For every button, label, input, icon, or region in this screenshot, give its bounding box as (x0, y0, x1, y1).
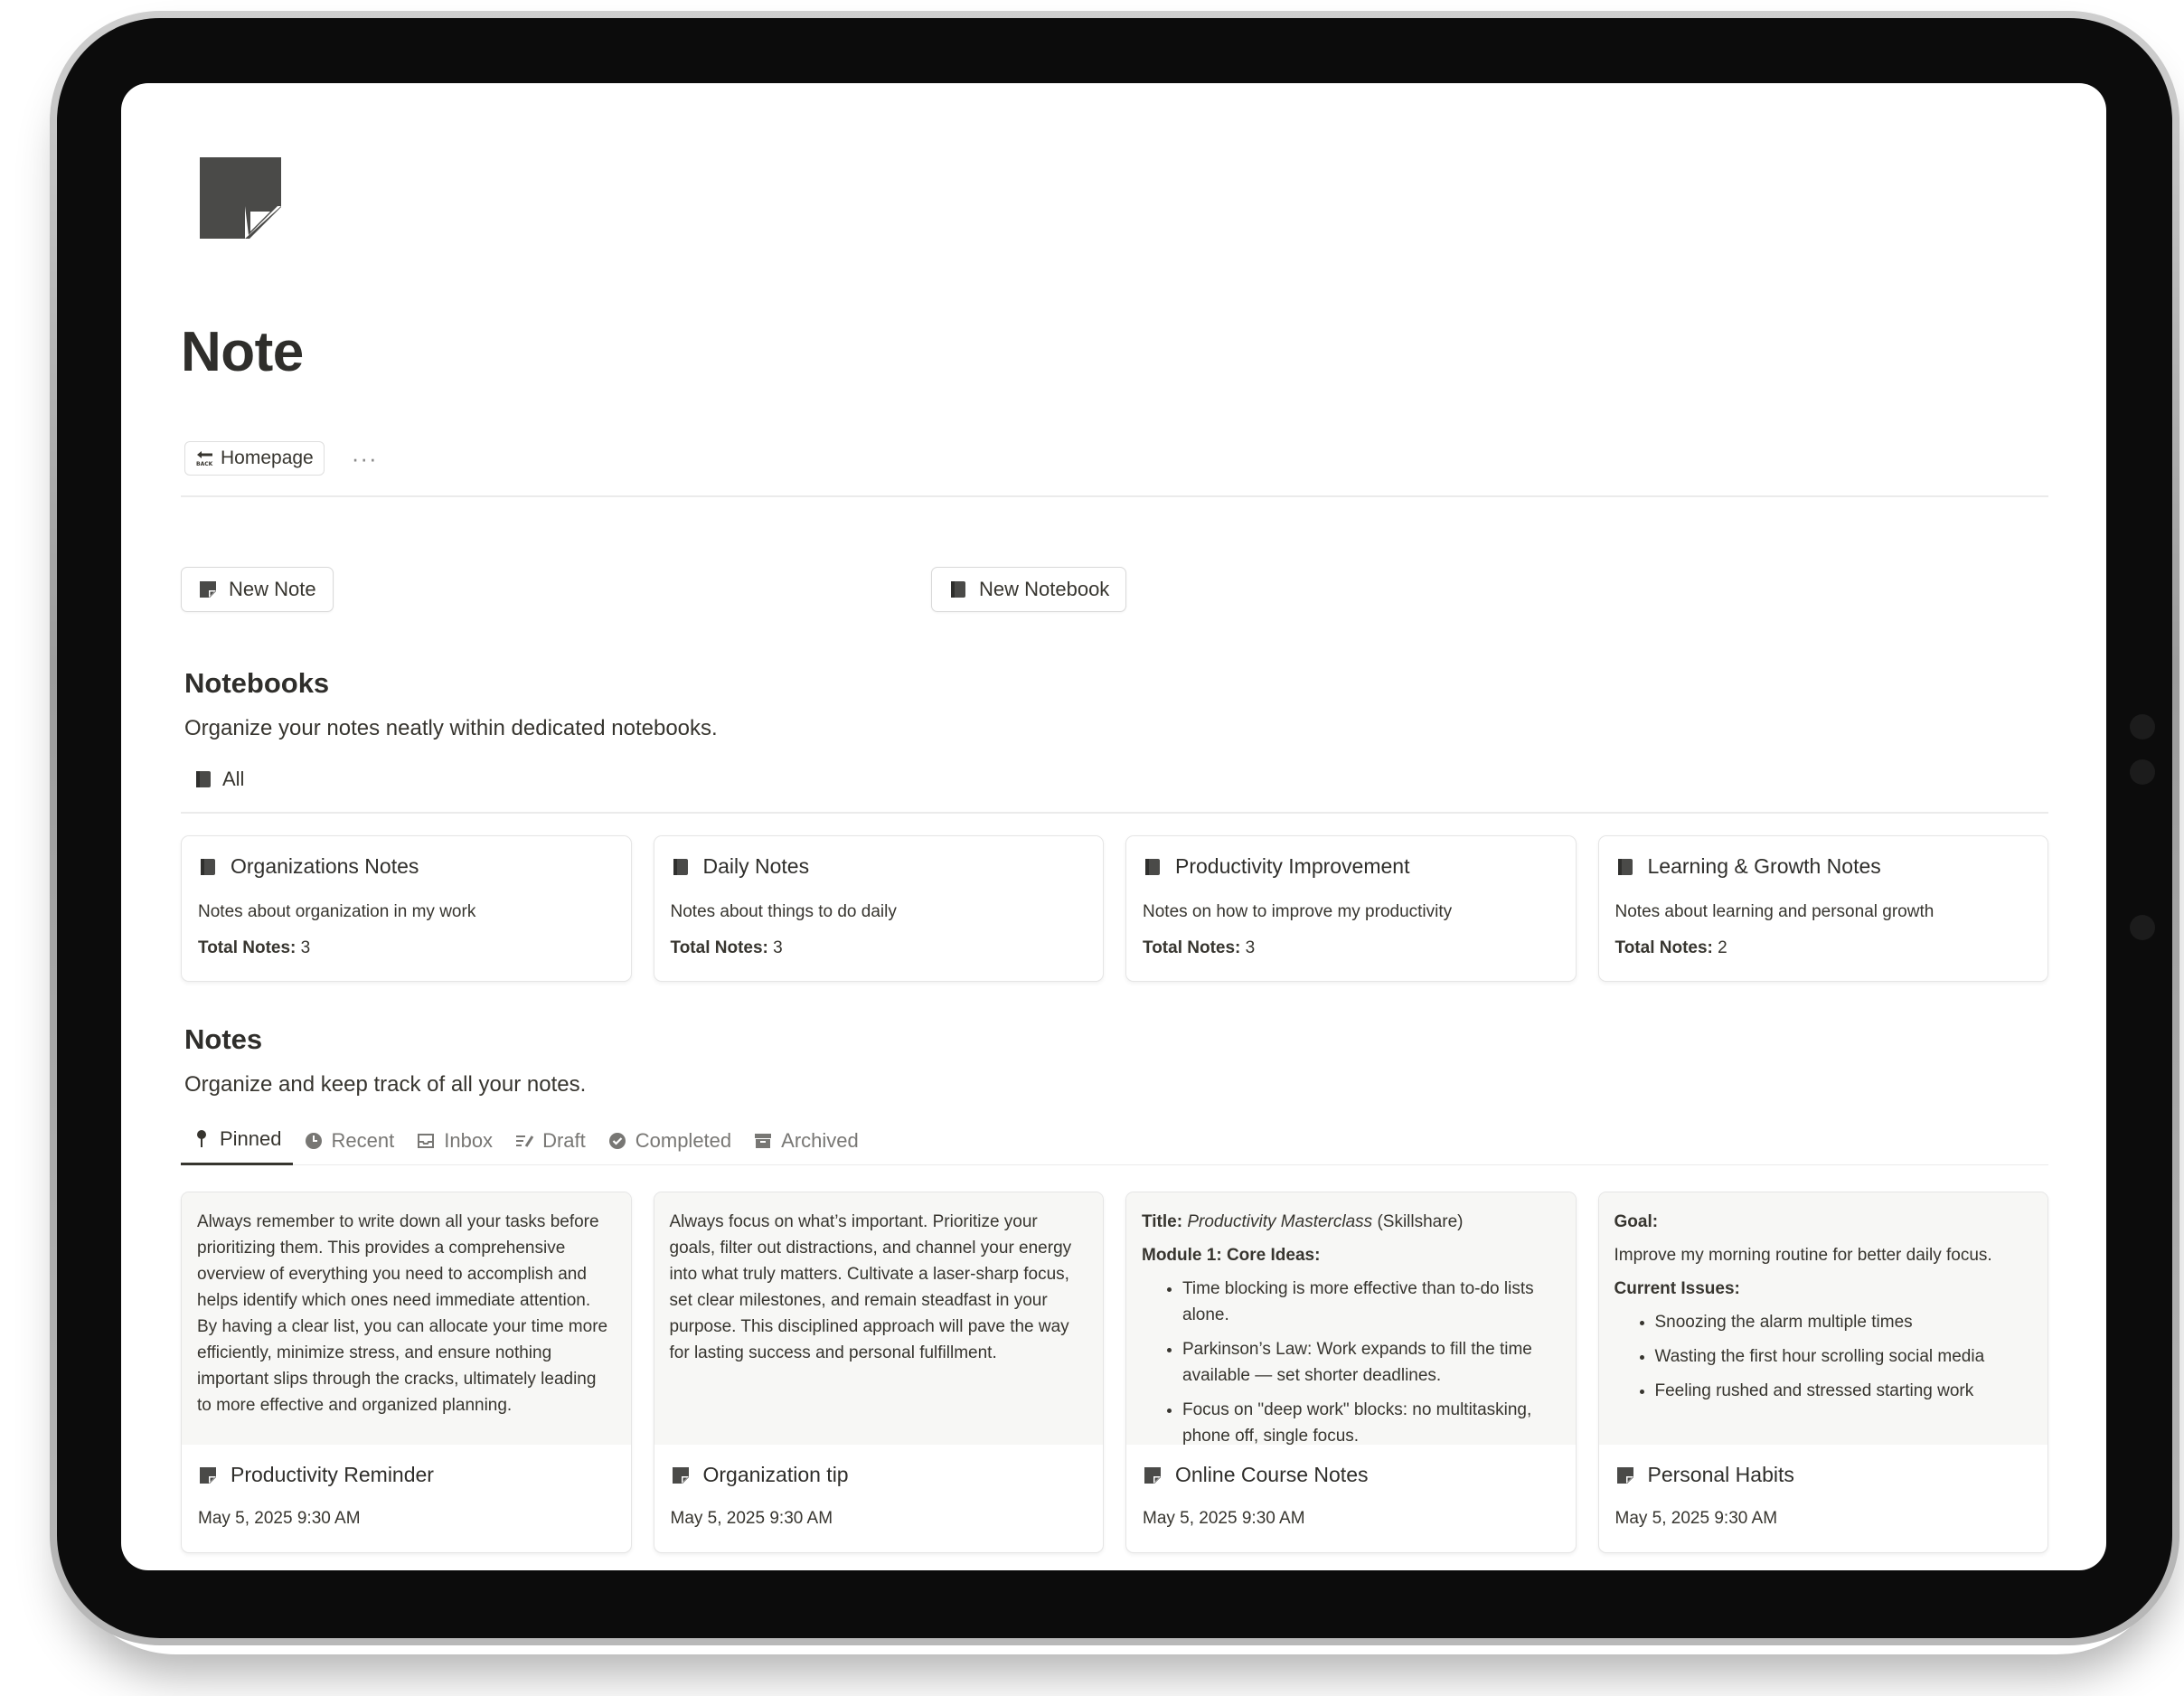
tab-all-notebooks[interactable] (193, 768, 244, 791)
svg-text:BACK: BACK (196, 461, 213, 467)
notes-heading: Notes (184, 1023, 263, 1055)
preview-bullet: • Wasting the first hour scrolling social media (1655, 1343, 2033, 1370)
notebook-description: Notes on how to improve my productivity (1143, 902, 1453, 921)
note-title: Personal Habits (1647, 1463, 1794, 1486)
note-icon (198, 579, 218, 599)
preview-bullet-list (1142, 1276, 1560, 1445)
tab-draft[interactable] (504, 1123, 597, 1165)
note-preview (1599, 1192, 2048, 1445)
preview-module: Module 1: Core Ideas: (1142, 1246, 1321, 1265)
new-note-button[interactable] (181, 567, 334, 612)
notebook-card[interactable] (1125, 835, 1577, 982)
notebooks-heading: Notebooks (184, 667, 330, 699)
note-date: May 5, 2025 9:30 AM (1143, 1509, 1305, 1528)
homepage-label: Homepage (221, 448, 314, 468)
tab-pinned[interactable] (181, 1123, 293, 1165)
homepage-button[interactable] (184, 441, 325, 476)
total-notes-value: 3 (300, 938, 311, 957)
note-card[interactable] (1125, 1192, 1577, 1553)
clock-icon (304, 1131, 324, 1151)
notebook-icon (1143, 857, 1163, 877)
note-title: Productivity Reminder (231, 1463, 434, 1486)
note-icon (1143, 1465, 1163, 1485)
preview-course-name: Productivity Masterclass (1187, 1212, 1373, 1231)
tab-draft-label: Draft (542, 1128, 586, 1152)
note-card[interactable] (1598, 1192, 2049, 1553)
notebook-card[interactable] (181, 835, 632, 982)
notebook-icon (198, 857, 218, 877)
preview-issues-label: Current Issues: (1614, 1279, 1740, 1298)
notebook-icon (193, 769, 213, 789)
breadcrumb (184, 441, 378, 476)
new-note-label: New Note (229, 578, 316, 600)
note-date: May 5, 2025 9:30 AM (670, 1509, 833, 1528)
preview-bullet: • Parkinson’s Law: Work expands to fill the time available — set shorter deadlines. (1182, 1336, 1560, 1389)
tab-archived[interactable] (742, 1123, 870, 1165)
note-title: Organization tip (702, 1463, 849, 1486)
notebook-title: Organizations Notes (231, 854, 419, 878)
camera-dot (2130, 714, 2155, 740)
header-divider (181, 495, 2048, 497)
note-date: May 5, 2025 9:30 AM (198, 1509, 361, 1528)
note-date: May 5, 2025 9:30 AM (1614, 1509, 1778, 1528)
notebook-title: Productivity Improvement (1175, 854, 1410, 878)
notebooks-tab-divider (181, 812, 2048, 814)
archive-icon (753, 1131, 773, 1151)
note-page-icon (200, 157, 281, 239)
page-title: Note (181, 321, 304, 383)
notebook-icon (671, 857, 691, 877)
preview-bullet-list (1614, 1309, 2033, 1404)
preview-bullet: • Focus on "deep work" blocks: no multitasking, phone off, single focus. (1182, 1397, 1560, 1445)
tab-pinned-label: Pinned (220, 1127, 282, 1150)
preview-title-label: Title: (1142, 1212, 1183, 1231)
total-notes-value: 3 (1245, 938, 1256, 957)
tab-completed[interactable] (597, 1123, 742, 1165)
notebook-description: Notes about organization in my work (198, 902, 476, 921)
notebook-description: Notes about things to do daily (670, 902, 897, 921)
tab-recent-label: Recent (331, 1128, 395, 1152)
note-title: Online Course Notes (1175, 1463, 1369, 1486)
preview-bullet: • Feeling rushed and stressed starting work (1655, 1378, 2033, 1404)
camera-dot (2130, 759, 2155, 785)
notebook-title: Daily Notes (702, 854, 810, 878)
draft-icon (514, 1131, 534, 1151)
note-card[interactable] (181, 1192, 632, 1553)
total-notes-value: 3 (773, 938, 783, 957)
screen (121, 83, 2106, 1570)
notebook-card[interactable] (654, 835, 1105, 982)
total-notes-value: 2 (1718, 938, 1727, 957)
total-notes-label: Total Notes: (670, 938, 768, 957)
preview-bullet: • Time blocking is more effective than to-do lists alone. (1182, 1276, 1560, 1328)
camera-dot (2130, 915, 2155, 940)
tab-all-label: All (222, 768, 245, 790)
total-notes-label: Total Notes: (1614, 938, 1713, 957)
new-notebook-button[interactable] (931, 567, 1126, 612)
preview-platform: (Skillshare) (1377, 1212, 1464, 1231)
notebooks-description: Organize your notes neatly within dedicated notebooks. (184, 716, 718, 740)
note-icon (671, 1465, 691, 1485)
notes-gallery (181, 1192, 2048, 1553)
notebook-icon (948, 579, 968, 599)
back-arrow-icon (195, 449, 215, 467)
note-icon (1615, 1465, 1635, 1485)
tab-completed-label: Completed (635, 1128, 732, 1152)
tab-inbox-label: Inbox (444, 1128, 494, 1152)
notes-filter-tabs (181, 1123, 2048, 1165)
tab-recent[interactable] (293, 1123, 406, 1165)
total-notes-label: Total Notes: (198, 938, 297, 957)
preview-goal-label: Goal: (1614, 1212, 1659, 1231)
tab-inbox[interactable] (405, 1123, 504, 1165)
note-preview (1126, 1192, 1576, 1445)
notes-description: Organize and keep track of all your notes. (184, 1072, 587, 1097)
notebook-description: Notes about learning and personal growth (1614, 902, 1935, 921)
notebook-title: Learning & Growth Notes (1647, 854, 1881, 878)
preview-title-line (1142, 1209, 1560, 1235)
total-notes-label: Total Notes: (1143, 938, 1241, 957)
tab-archived-label: Archived (781, 1128, 859, 1152)
note-preview: Always focus on what’s important. Prioritize your goals, filter out distractions, and channel your energy into what truly matters. Cultivate a laser-sharp focus, set clear milestones, and remain steadfast in your purpose. This disciplined approach will pave the way for lasting success and personal fulfillment. (654, 1192, 1104, 1445)
notebook-card[interactable] (1598, 835, 2049, 982)
inbox-icon (416, 1131, 436, 1151)
notebook-icon (1615, 857, 1635, 877)
note-icon (198, 1465, 218, 1485)
pin-icon (192, 1129, 212, 1149)
new-notebook-label: New Notebook (979, 578, 1110, 600)
notebook-gallery (181, 835, 2048, 982)
note-preview: Always remember to write down all your tasks before prioritizing them. This provides a comprehensive overview of everything you need to accomplish and helps identify which ones need immediate attention. By having a clear list, you can allocate your time more efficiently, minimize stress, and ensure nothing important slips through the cracks, ultimately leading to more effective and organized planning. (182, 1192, 631, 1445)
preview-goal: Improve my morning routine for better daily focus. (1614, 1246, 1992, 1265)
note-card[interactable] (654, 1192, 1105, 1553)
check-circle-icon (607, 1131, 627, 1151)
more-options-button[interactable]: ··· (351, 445, 378, 472)
preview-bullet: • Snoozing the alarm multiple times (1655, 1309, 2033, 1335)
